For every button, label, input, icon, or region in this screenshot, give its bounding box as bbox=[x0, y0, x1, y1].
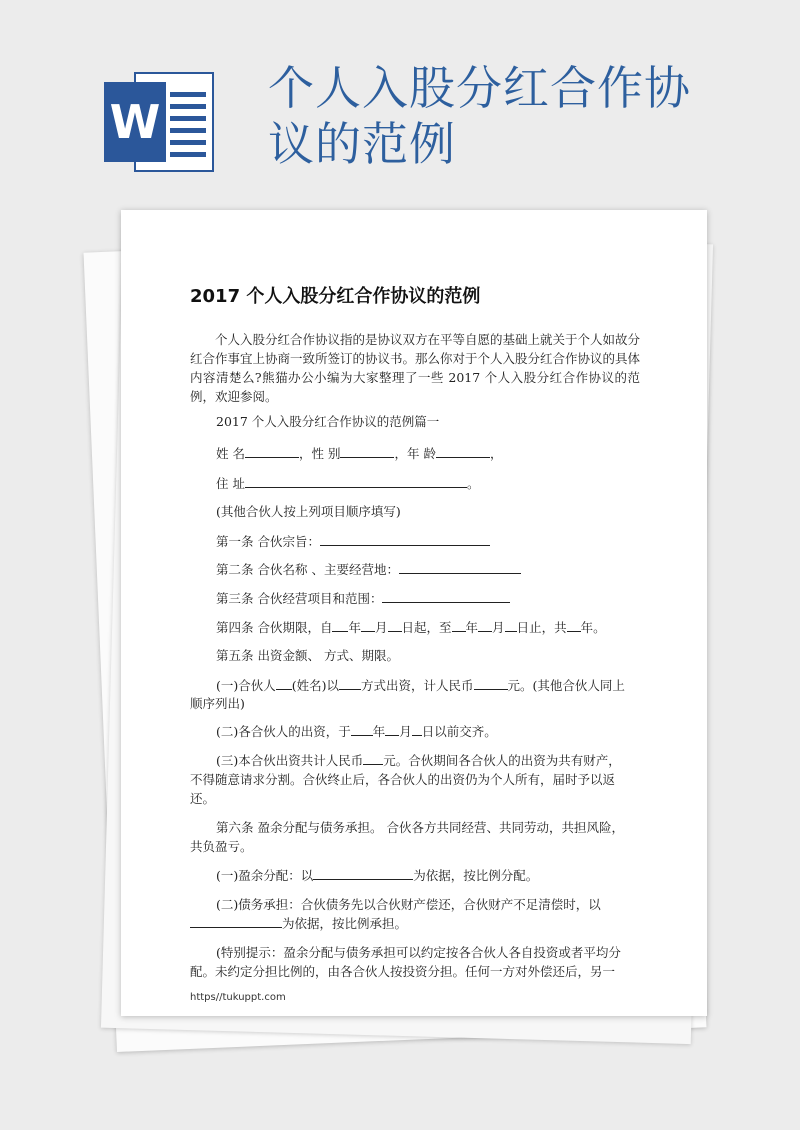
article-5-2-blank-3 bbox=[412, 722, 422, 736]
article-4-text-6: 月 bbox=[492, 620, 505, 635]
word-letter-badge: W bbox=[104, 82, 166, 162]
address-label: 住 址 bbox=[216, 476, 245, 491]
article-5-1-text-2: (姓名)以 bbox=[291, 678, 340, 693]
article-5-2-blank-2 bbox=[385, 722, 399, 736]
article-4-text-1: 第四条 合伙期限，自 bbox=[216, 620, 333, 635]
article-4-blank-6 bbox=[505, 618, 517, 632]
comma: ， bbox=[489, 446, 503, 461]
article-5-2-text-1: (二)各合伙人的出资，于 bbox=[216, 724, 351, 739]
article-4-blank-7 bbox=[567, 618, 581, 632]
name-blank bbox=[245, 444, 299, 458]
special-tip-cont: 配。未约定分担比例的，由各合伙人按投资分担。任何一方对外偿还后，另一 bbox=[190, 964, 616, 979]
form-line-personal bbox=[190, 444, 650, 463]
article-6-2-cont bbox=[190, 914, 650, 933]
page-title: 个人入股分红合作协议的范例 bbox=[268, 61, 691, 171]
article-6-1-text-2: 为依据，按比例分配。 bbox=[413, 868, 539, 883]
article-5-2-text-3: 月 bbox=[399, 724, 412, 739]
article-6-2: (二)债务承担：合伙债务先以合伙财产偿还，合伙财产不足清偿时，以 bbox=[216, 897, 601, 912]
article-1-text: 第一条 合伙宗旨： bbox=[216, 534, 320, 549]
article-1-blank bbox=[320, 532, 490, 546]
article-5-2-text-4: 日以前交齐。 bbox=[421, 724, 497, 739]
article-2 bbox=[190, 560, 650, 579]
article-4-blank-5 bbox=[478, 618, 492, 632]
article-5-1 bbox=[190, 676, 650, 695]
article-5-1-blank-2 bbox=[339, 676, 361, 690]
document-intro bbox=[190, 330, 640, 406]
article-5-1-blank-1 bbox=[276, 676, 292, 690]
article-4-text-7: 日止，共 bbox=[516, 620, 567, 635]
article-2-blank bbox=[399, 560, 521, 574]
gender-label: ，性 别 bbox=[298, 446, 341, 461]
article-3-text: 第三条 合伙经营项目和范围： bbox=[216, 591, 383, 606]
form-line-address bbox=[190, 474, 650, 493]
age-blank bbox=[436, 444, 490, 458]
article-5-1-text-4: 元。(其他合伙人同上 bbox=[507, 678, 625, 693]
name-label: 姓 名 bbox=[216, 446, 245, 461]
article-5-3 bbox=[190, 751, 650, 770]
article-4-blank-2 bbox=[361, 618, 375, 632]
article-5-1-cont: 顺序列出) bbox=[190, 696, 245, 711]
article-4-blank-4 bbox=[452, 618, 466, 632]
article-4-blank-3 bbox=[388, 618, 402, 632]
article-6-1-text-1: (一)盈余分配：以 bbox=[216, 868, 314, 883]
article-5-3-text-2: 元。合伙期间各合伙人的出资为共有财产， bbox=[383, 753, 621, 768]
document-heading: 2017 个人入股分红合作协议的范例 bbox=[190, 286, 481, 307]
article-4-text-8: 年。 bbox=[580, 620, 606, 635]
address-period: 。 bbox=[466, 476, 480, 491]
article-6: 第六条 盈余分配与债务承担。 合伙各方共同经营、共同劳动，共担风险， bbox=[216, 820, 624, 835]
article-3 bbox=[190, 589, 650, 608]
article-5-1-text-1: (一)合伙人 bbox=[216, 678, 276, 693]
article-5-3-cont-2: 还。 bbox=[190, 791, 216, 806]
article-6-1 bbox=[190, 866, 650, 885]
gender-blank bbox=[340, 444, 394, 458]
article-4-text-4: 日起，至 bbox=[401, 620, 452, 635]
article-3-blank bbox=[382, 589, 510, 603]
article-4-text-5: 年 bbox=[465, 620, 479, 635]
intro-paragraph: 个人入股分红合作协议指的是协议双方在平等自愿的基础上就关于个人如故分红合作事宜上协商一致所签订的协议书。那么你对于个人入股分红合作协议的具体内容清楚么?熊猫办公小编为大家整理了一些 2017 个人入股分红合作协议的范例，欢迎参阅。 bbox=[190, 332, 641, 404]
article-5-2 bbox=[190, 722, 650, 741]
article-4 bbox=[190, 618, 650, 637]
article-6-cont: 共负盈亏。 bbox=[190, 839, 253, 854]
article-4-blank-1 bbox=[332, 618, 348, 632]
article-6-2-blank bbox=[190, 914, 282, 928]
age-label: ，年 龄 bbox=[394, 446, 436, 461]
article-6-1-blank bbox=[313, 866, 413, 880]
note-fill-order: (其他合伙人按上列项目顺序填写) bbox=[216, 504, 401, 519]
article-1 bbox=[190, 532, 650, 551]
article-4-text-2: 年 bbox=[348, 620, 361, 635]
article-5-2-blank-1 bbox=[351, 722, 373, 736]
article-5-2-text-2: 年 bbox=[372, 724, 386, 739]
special-tip: (特别提示：盈余分配与债务承担可以约定按各合伙人各自投资或者平均分 bbox=[216, 945, 621, 960]
article-5-1-text-3: 方式出资，计人民币 bbox=[361, 678, 474, 693]
article-2-text: 第二条 合伙名称 、主要经营地： bbox=[216, 562, 399, 577]
article-5: 第五条 出资金额、 方式、期限。 bbox=[216, 648, 399, 663]
article-5-3-cont-1: 不得随意请求分割。合伙终止后，各合伙人的出资仍为个人所有，届时予以返 bbox=[190, 772, 616, 787]
article-5-1-blank-3 bbox=[474, 676, 508, 690]
article-5-3-blank-1 bbox=[363, 751, 383, 765]
article-6-2-text-2: 为依据，按比例承担。 bbox=[282, 916, 408, 931]
word-document-icon bbox=[104, 72, 216, 172]
footer-url: https//tukuppt.com bbox=[190, 992, 286, 1003]
article-5-3-text-1: (三)本合伙出资共计人民币 bbox=[216, 753, 364, 768]
article-4-text-3: 月 bbox=[375, 620, 388, 635]
address-blank bbox=[245, 474, 467, 488]
section-title: 2017 个人入股分红合作协议的范例篇一 bbox=[216, 414, 440, 429]
